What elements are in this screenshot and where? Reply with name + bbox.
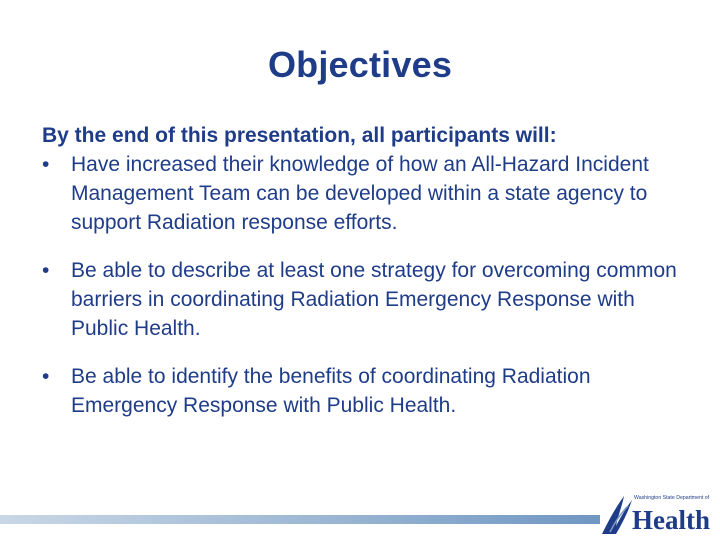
bullet-icon: • — [42, 259, 50, 282]
bullet-text: Be able to describe at least one strategy for overcoming common barriers in coordinating Radiation Emergency Response with Public Health. — [71, 259, 677, 340]
bullet-text: Have increased their knowledge of how an All-Hazard Incident Management Team can be developed within a state agency to support Radiation response efforts. — [71, 153, 649, 234]
logo-mark-icon — [602, 496, 632, 534]
health-logo-graphic — [598, 482, 716, 538]
bullet-icon: • — [42, 153, 50, 176]
bullet-text: Be able to identify the benefits of coordinating Radiation Emergency Response with Public Health. — [71, 365, 591, 417]
list-item — [42, 362, 682, 420]
slide-content — [42, 121, 682, 420]
list-item — [42, 150, 682, 237]
footer-bar — [0, 515, 600, 524]
objectives-list — [42, 150, 682, 420]
intro-text: By the end of this presentation, all participants will: — [42, 124, 557, 147]
slide-title: Objectives — [267, 44, 453, 85]
logo-small-text: Washington State Department of — [634, 495, 710, 501]
list-item — [42, 256, 682, 343]
logo-word: Health — [632, 505, 710, 535]
health-logo — [598, 482, 716, 538]
bullet-icon: • — [42, 365, 50, 388]
